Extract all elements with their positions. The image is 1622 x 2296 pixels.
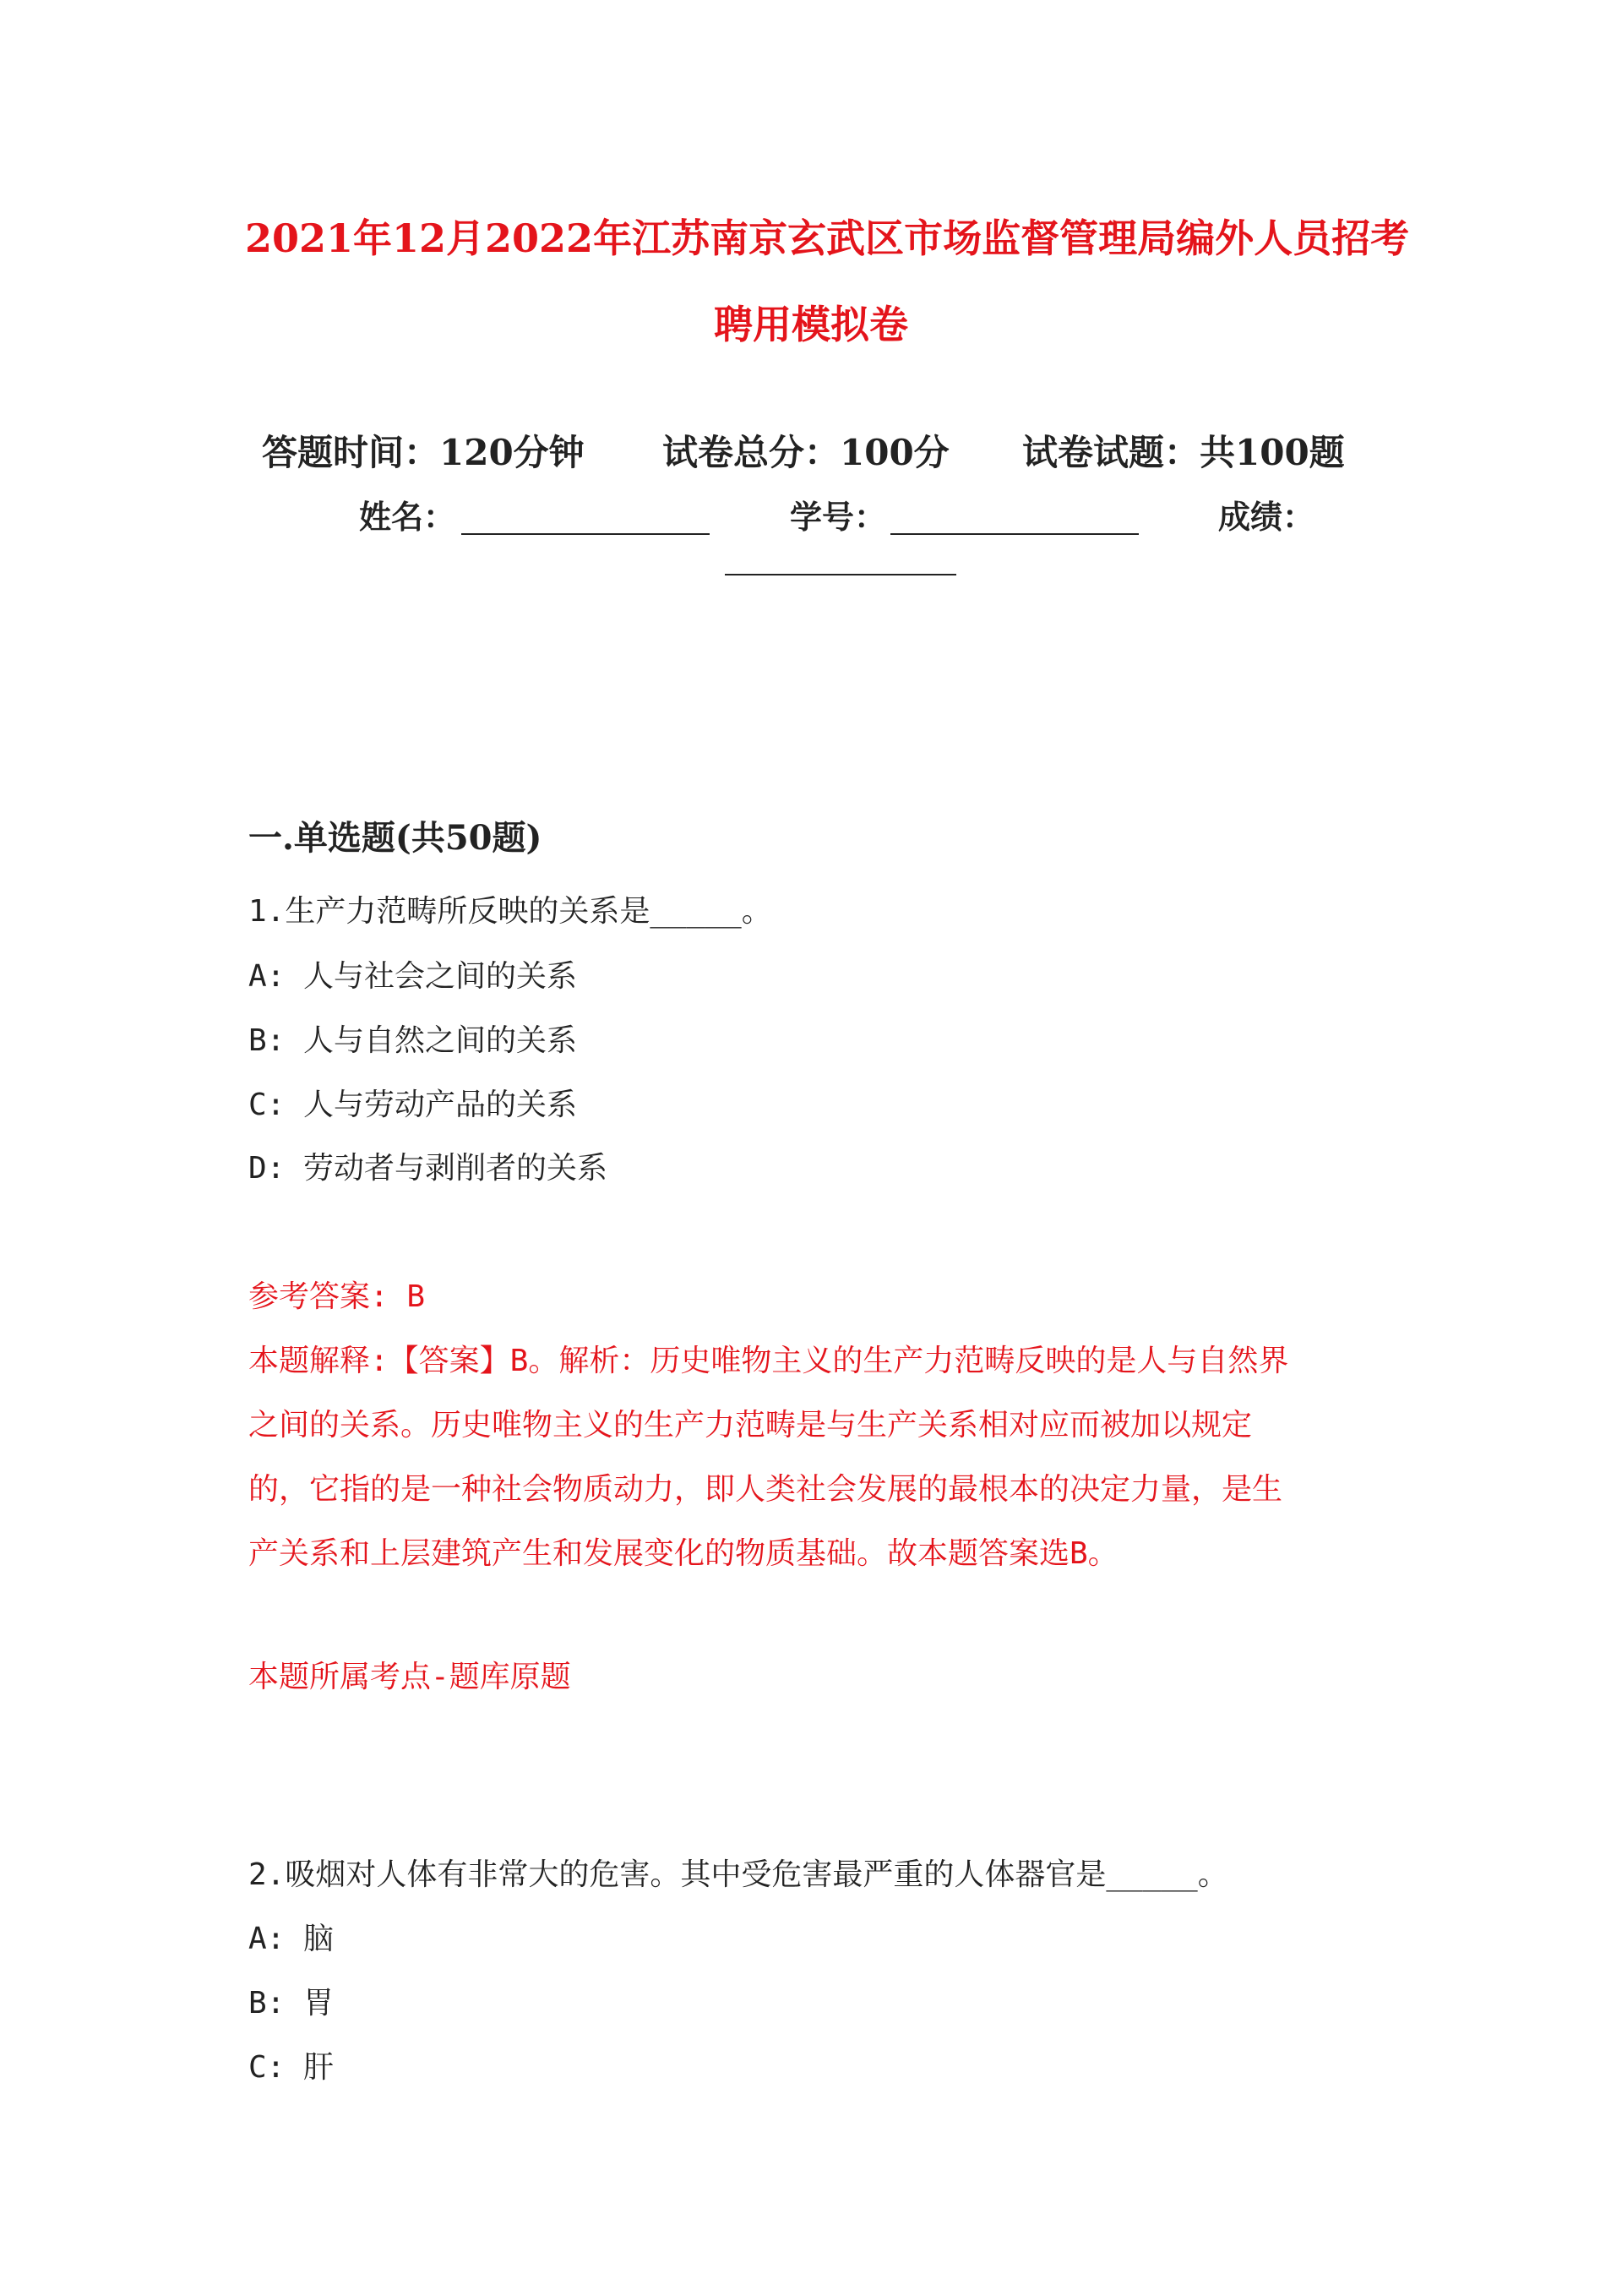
question-2-option-c: C: 肝 xyxy=(248,2050,335,2085)
question-1-topic: 本题所属考点-题库原题 xyxy=(248,1660,571,1694)
score-label: 成绩： xyxy=(1218,498,1315,536)
student-id-label: 学号： xyxy=(790,498,887,536)
explanation-line: 的，它指的是一种社会物质动力，即人类社会发展的最根本的决定力量，是生 xyxy=(248,1472,1283,1507)
question-1-option-a: A: 人与社会之间的关系 xyxy=(248,959,578,994)
question-1-stem: 1.生产力范畴所反映的关系是_____。 xyxy=(248,894,772,929)
exam-total-score: 试卷总分：100分 xyxy=(662,432,950,473)
question-1-option-d: D: 劳动者与剥削者的关系 xyxy=(248,1151,608,1186)
student-id-blank-line[interactable] xyxy=(890,533,1139,535)
question-1-option-b: B: 人与自然之间的关系 xyxy=(248,1023,578,1058)
score-blank-line[interactable] xyxy=(725,574,956,575)
student-info-fields xyxy=(0,496,1622,597)
exam-title-line-2: 聘用模拟卷 xyxy=(714,302,908,347)
exam-title-line-1: 2021年12月2022年江苏南京玄武区市场监督管理局编外人员招考 xyxy=(245,215,1410,261)
name-label: 姓名： xyxy=(359,498,456,536)
exam-time: 答题时间：120分钟 xyxy=(262,432,585,473)
question-2-stem: 2.吸烟对人体有非常大的危害。其中受危害最严重的人体器官是_____。 xyxy=(248,1857,1228,1892)
question-2-option-b: B: 胃 xyxy=(248,1986,335,2021)
explanation-line: 本题解释:【答案】B。解析：历史唯物主义的生产力范畴反映的是人与自然界 xyxy=(248,1344,1289,1378)
explanation-line: 之间的关系。历史唯物主义的生产力范畴是与生产关系相对应而被加以规定 xyxy=(248,1408,1253,1442)
section-heading: 一.单选题(共50题) xyxy=(248,818,542,858)
question-1-answer: 参考答案: B xyxy=(248,1279,426,1314)
name-blank-line[interactable] xyxy=(461,533,710,535)
question-1-option-c: C: 人与劳动产品的关系 xyxy=(248,1088,578,1122)
question-2-option-a: A: 脑 xyxy=(248,1922,335,1956)
exam-question-count: 试卷试题：共100题 xyxy=(1022,432,1345,473)
question-1-explanation xyxy=(248,1329,1372,1586)
explanation-line: 产关系和上层建筑产生和发展变化的物质基础。故本题答案选B。 xyxy=(248,1536,1119,1571)
